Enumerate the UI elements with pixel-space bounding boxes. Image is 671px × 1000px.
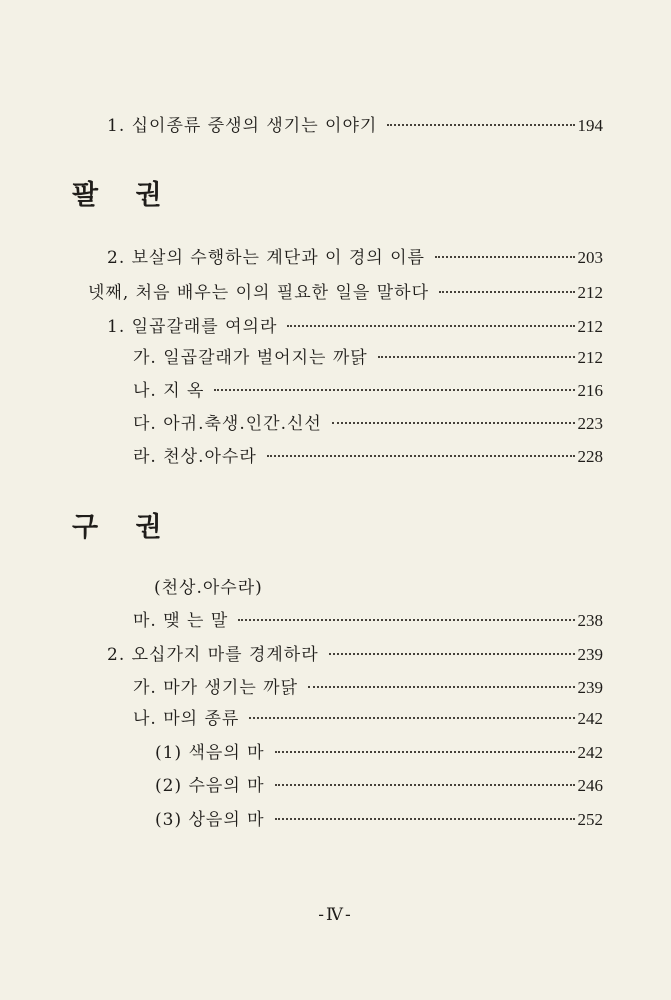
toc-entry (133, 412, 603, 436)
page-number: -Ⅳ- (318, 905, 353, 925)
toc-entry-page: 212 (577, 283, 603, 302)
dot-leader (275, 818, 575, 820)
toc-entry-title: 라. 천상.아수라 (133, 447, 257, 467)
toc-entry-title: 2. 보살의 수행하는 계단과 이 경의 이름 (107, 248, 425, 268)
dot-leader (249, 717, 574, 719)
toc-entry (133, 707, 603, 731)
section-heading-eight: 팔 권 (72, 180, 176, 211)
toc-entry-page: 212 (577, 317, 603, 336)
toc-entry-page: 203 (577, 248, 603, 267)
toc-entry-page: 194 (577, 116, 603, 135)
dot-leader (378, 356, 575, 358)
toc-entry-page: 242 (577, 709, 603, 728)
toc-entry-title: 다. 아귀.축생.인간.신선 (133, 414, 322, 434)
dot-leader (308, 686, 575, 688)
toc-entry-page: 246 (577, 776, 603, 795)
toc-entry-page: 212 (577, 348, 603, 367)
toc-entry-title: 나. 지 옥 (133, 381, 205, 401)
dot-leader (275, 751, 575, 753)
toc-entry (133, 346, 603, 370)
toc-entry (107, 114, 603, 138)
dot-leader (435, 256, 575, 258)
toc-entry-page: 223 (577, 414, 603, 433)
toc-entry (133, 676, 603, 700)
dot-leader (329, 653, 575, 655)
toc-entry-page: 238 (577, 611, 603, 630)
dot-leader (287, 325, 574, 327)
toc-entry-page: 242 (577, 743, 603, 762)
toc-entry-title: 1. 십이종류 중생의 생기는 이야기 (107, 116, 378, 136)
toc-entry-title: (3) 상음의 마 (155, 810, 265, 830)
toc-entry (155, 808, 603, 832)
toc-entry (155, 741, 603, 765)
dot-leader (238, 619, 574, 621)
dot-leader (275, 784, 575, 786)
toc-entry (133, 609, 603, 633)
toc-entry (107, 315, 603, 339)
dot-leader (332, 422, 575, 424)
toc-entry-title: (2) 수음의 마 (155, 776, 265, 796)
toc-entry (133, 379, 603, 403)
toc-entry-page: 239 (577, 645, 603, 664)
toc-entry-title: 가. 마가 생기는 까닭 (133, 678, 298, 698)
toc-entry-page: 228 (577, 447, 603, 466)
toc-entry (107, 643, 603, 667)
toc-entry-title: (1) 색음의 마 (155, 743, 265, 763)
dot-leader (387, 124, 574, 126)
toc-entry-page: 252 (577, 810, 603, 829)
toc-entry-title: 1. 일곱갈래를 여의라 (107, 317, 278, 337)
dot-leader (214, 389, 574, 391)
toc-entry-page: 239 (577, 678, 603, 697)
toc-entry-title: 가. 일곱갈래가 벌어지는 까닭 (133, 348, 368, 368)
toc-entry-page: 216 (577, 381, 603, 400)
toc-entry (133, 445, 603, 469)
toc-entry (107, 246, 603, 270)
toc-entry (88, 281, 603, 305)
toc-entry-title: 나. 마의 종류 (133, 709, 240, 729)
toc-entry-title: 2. 오십가지 마를 경계하라 (107, 645, 319, 665)
toc-entry-title: 마. 맺 는 말 (133, 611, 229, 631)
dot-leader (267, 455, 575, 457)
toc-entry-title: 넷째, 처음 배우는 이의 필요한 일을 말하다 (88, 283, 430, 303)
dot-leader (439, 291, 574, 293)
section-note: (천상.아수라) (154, 578, 263, 598)
toc-entry (155, 774, 603, 798)
section-heading-nine: 구 권 (72, 512, 176, 543)
